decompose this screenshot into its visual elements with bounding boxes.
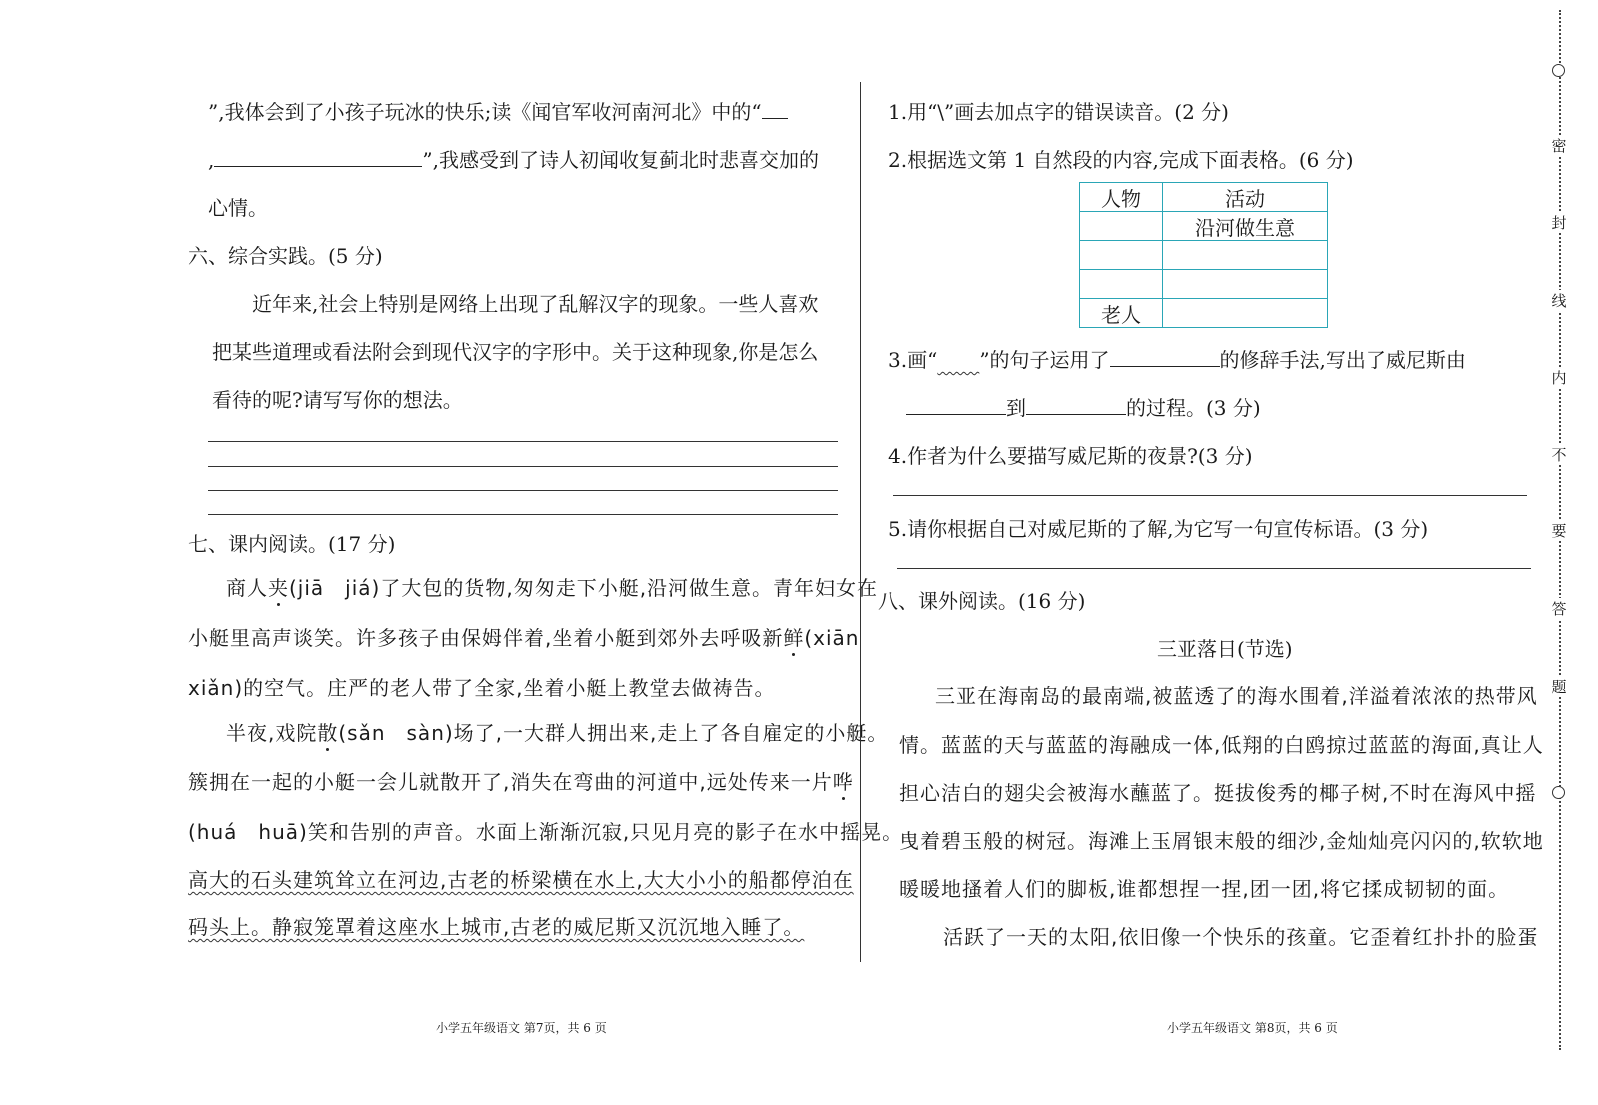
seal-char: 封 — [1551, 214, 1567, 232]
binding-hole-icon — [1552, 64, 1565, 77]
answer-blank[interactable] — [906, 396, 1006, 415]
reading-line-4: 半夜,戏院散(sǎn sàn)场了,一大群人拥出来,走上了各自雇定的小艇。 — [226, 721, 889, 745]
cont-line-1 — [208, 100, 788, 124]
question-4: 4.作者为什么要描写威尼斯的夜景?(3 分) — [888, 444, 1253, 468]
section-7-title: 七、课内阅读。(17 分) — [188, 532, 396, 556]
reading-line-3: xiǎn)的空气。庄严的老人带了全家,坐着小艇上教堂去做祷告。 — [188, 676, 776, 700]
dotted-char: 散 — [317, 721, 339, 745]
seal-char: 题 — [1551, 678, 1567, 696]
table-cell[interactable] — [1080, 212, 1163, 241]
wavy-mark — [937, 355, 979, 371]
answer-line[interactable] — [208, 514, 838, 515]
answer-line[interactable] — [208, 466, 838, 467]
cont-line-2: , ”,我感受到了诗人初闻收复蓟北时悲喜交加的 — [208, 148, 819, 172]
section-6-prompt-3: 看待的呢?请写写你的想法。 — [212, 388, 463, 412]
passage-line-4: 曳着碧玉般的树冠。海滩上玉屑银末般的细沙,金灿灿亮闪闪的,软软地 — [899, 829, 1544, 853]
activity-table — [1079, 182, 1328, 328]
passage-title: 三亚落日(节选) — [1157, 637, 1293, 661]
question-1: 1.用“\”画去加点字的错误读音。(2 分) — [888, 100, 1229, 124]
answer-line[interactable] — [893, 495, 1527, 496]
dotted-char: 鲜 — [783, 626, 805, 650]
cont-line-2-text: ”,我感受到了诗人初闻收复蓟北时悲喜交加的 — [422, 148, 819, 172]
column-divider — [860, 82, 861, 962]
question-2: 2.根据选文第 1 自然段的内容,完成下面表格。(6 分) — [888, 148, 1354, 172]
cont-line-3: 心情。 — [208, 196, 268, 220]
question-3-line-2: 到 的过程。(3 分) — [906, 396, 1261, 420]
table-cell[interactable] — [1163, 270, 1328, 299]
answer-blank[interactable] — [214, 148, 422, 167]
seal-char: 内 — [1551, 369, 1567, 387]
answer-line[interactable] — [208, 441, 838, 442]
table-cell[interactable] — [1080, 241, 1163, 270]
reading-line-2: 小艇里高声谈笑。许多孩子由保姆伴着,坐着小艇到郊外去呼吸新鲜(xiān — [188, 626, 860, 650]
dotted-char: 夹 — [268, 576, 289, 600]
seal-char: 不 — [1551, 446, 1567, 464]
table-cell[interactable] — [1080, 270, 1163, 299]
table-header-person: 人物 — [1080, 183, 1163, 212]
question-3-line-1: 3.画“ ”的句子运用了 的修辞手法,写出了威尼斯由 — [888, 348, 1466, 372]
seal-char: 密 — [1551, 137, 1567, 155]
answer-blank[interactable] — [1026, 396, 1126, 415]
seal-char: 答 — [1551, 600, 1567, 618]
answer-blank[interactable] — [762, 100, 788, 119]
page-footer-right: 小学五年级语文 第8页，共 6 页 — [1167, 1021, 1338, 1035]
table-row — [1080, 241, 1328, 270]
passage-line-2: 情。蓝蓝的天与蓝蓝的海融成一体,低翔的白鸥掠过蓝蓝的海面,真让人 — [899, 733, 1544, 757]
passage-line-5: 暖暖地搔着人们的脚板,谁都想捏一捏,团一团,将它揉成韧韧的面。 — [899, 877, 1510, 901]
table-cell[interactable]: 老人 — [1080, 299, 1163, 328]
answer-line[interactable] — [208, 490, 838, 491]
reading-line-8: 码头上。静寂笼罩着这座水上城市,古老的威尼斯又沉沉地入睡了。 — [188, 915, 805, 939]
section-6-title: 六、综合实践。(5 分) — [188, 244, 383, 268]
table-cell[interactable]: 沿河做生意 — [1163, 212, 1328, 241]
reading-line-6: (huá huā)笑和告别的声音。水面上渐渐沉寂,只见月亮的影子在水中摇晃。 — [188, 820, 904, 844]
passage-line-6: 活跃了一天的太阳,依旧像一个快乐的孩童。它歪着红扑扑的脸蛋 — [943, 925, 1539, 949]
section-8-title: 八、课外阅读。(16 分) — [878, 589, 1086, 613]
passage-line-3: 担心洁白的翅尖会被海水蘸蓝了。挺拔俊秀的椰子树,不时在海风中摇 — [899, 781, 1537, 805]
dotted-char: 哗 — [832, 770, 854, 794]
answer-blank[interactable] — [1110, 348, 1220, 367]
question-5: 5.请你根据自己对威尼斯的了解,为它写一句宣传标语。(3 分) — [888, 517, 1429, 541]
reading-line-5: 簇拥在一起的小艇一会儿就散开了,消失在弯曲的河道中,远处传来一片哗 — [188, 770, 854, 794]
table-cell[interactable] — [1163, 241, 1328, 270]
reading-line-1: 商人夹(jiā jiá)了大包的货物,匆匆走下小艇,沿河做生意。青年妇女在 — [226, 576, 879, 600]
passage-line-1: 三亚在海南岛的最南端,被蓝透了的海水围着,洋溢着浓浓的热带风 — [935, 684, 1538, 708]
table-header-activity: 活动 — [1163, 183, 1328, 212]
binding-hole-icon — [1552, 786, 1565, 799]
table-cell[interactable] — [1163, 299, 1328, 328]
table-row — [1080, 270, 1328, 299]
page-footer-left: 小学五年级语文 第7页，共 6 页 — [436, 1021, 607, 1035]
cont-line-1-text: ”,我体会到了小孩子玩冰的快乐;读《闻官军收河南河北》中的“ — [208, 100, 762, 124]
seal-char: 线 — [1551, 292, 1567, 310]
reading-line-7: 高大的石头建筑耸立在河边,古老的桥梁横在水上,大大小小的船都停泊在 — [188, 868, 854, 892]
section-6-prompt-1: 近年来,社会上特别是网络上出现了乱解汉字的现象。一些人喜欢 — [252, 292, 819, 316]
seal-char: 要 — [1551, 522, 1567, 540]
table-row — [1080, 299, 1328, 328]
answer-line[interactable] — [897, 568, 1531, 569]
table-row — [1080, 212, 1328, 241]
section-6-prompt-2: 把某些道理或看法附会到现代汉字的字形中。关于这种现象,你是怎么 — [212, 340, 819, 364]
